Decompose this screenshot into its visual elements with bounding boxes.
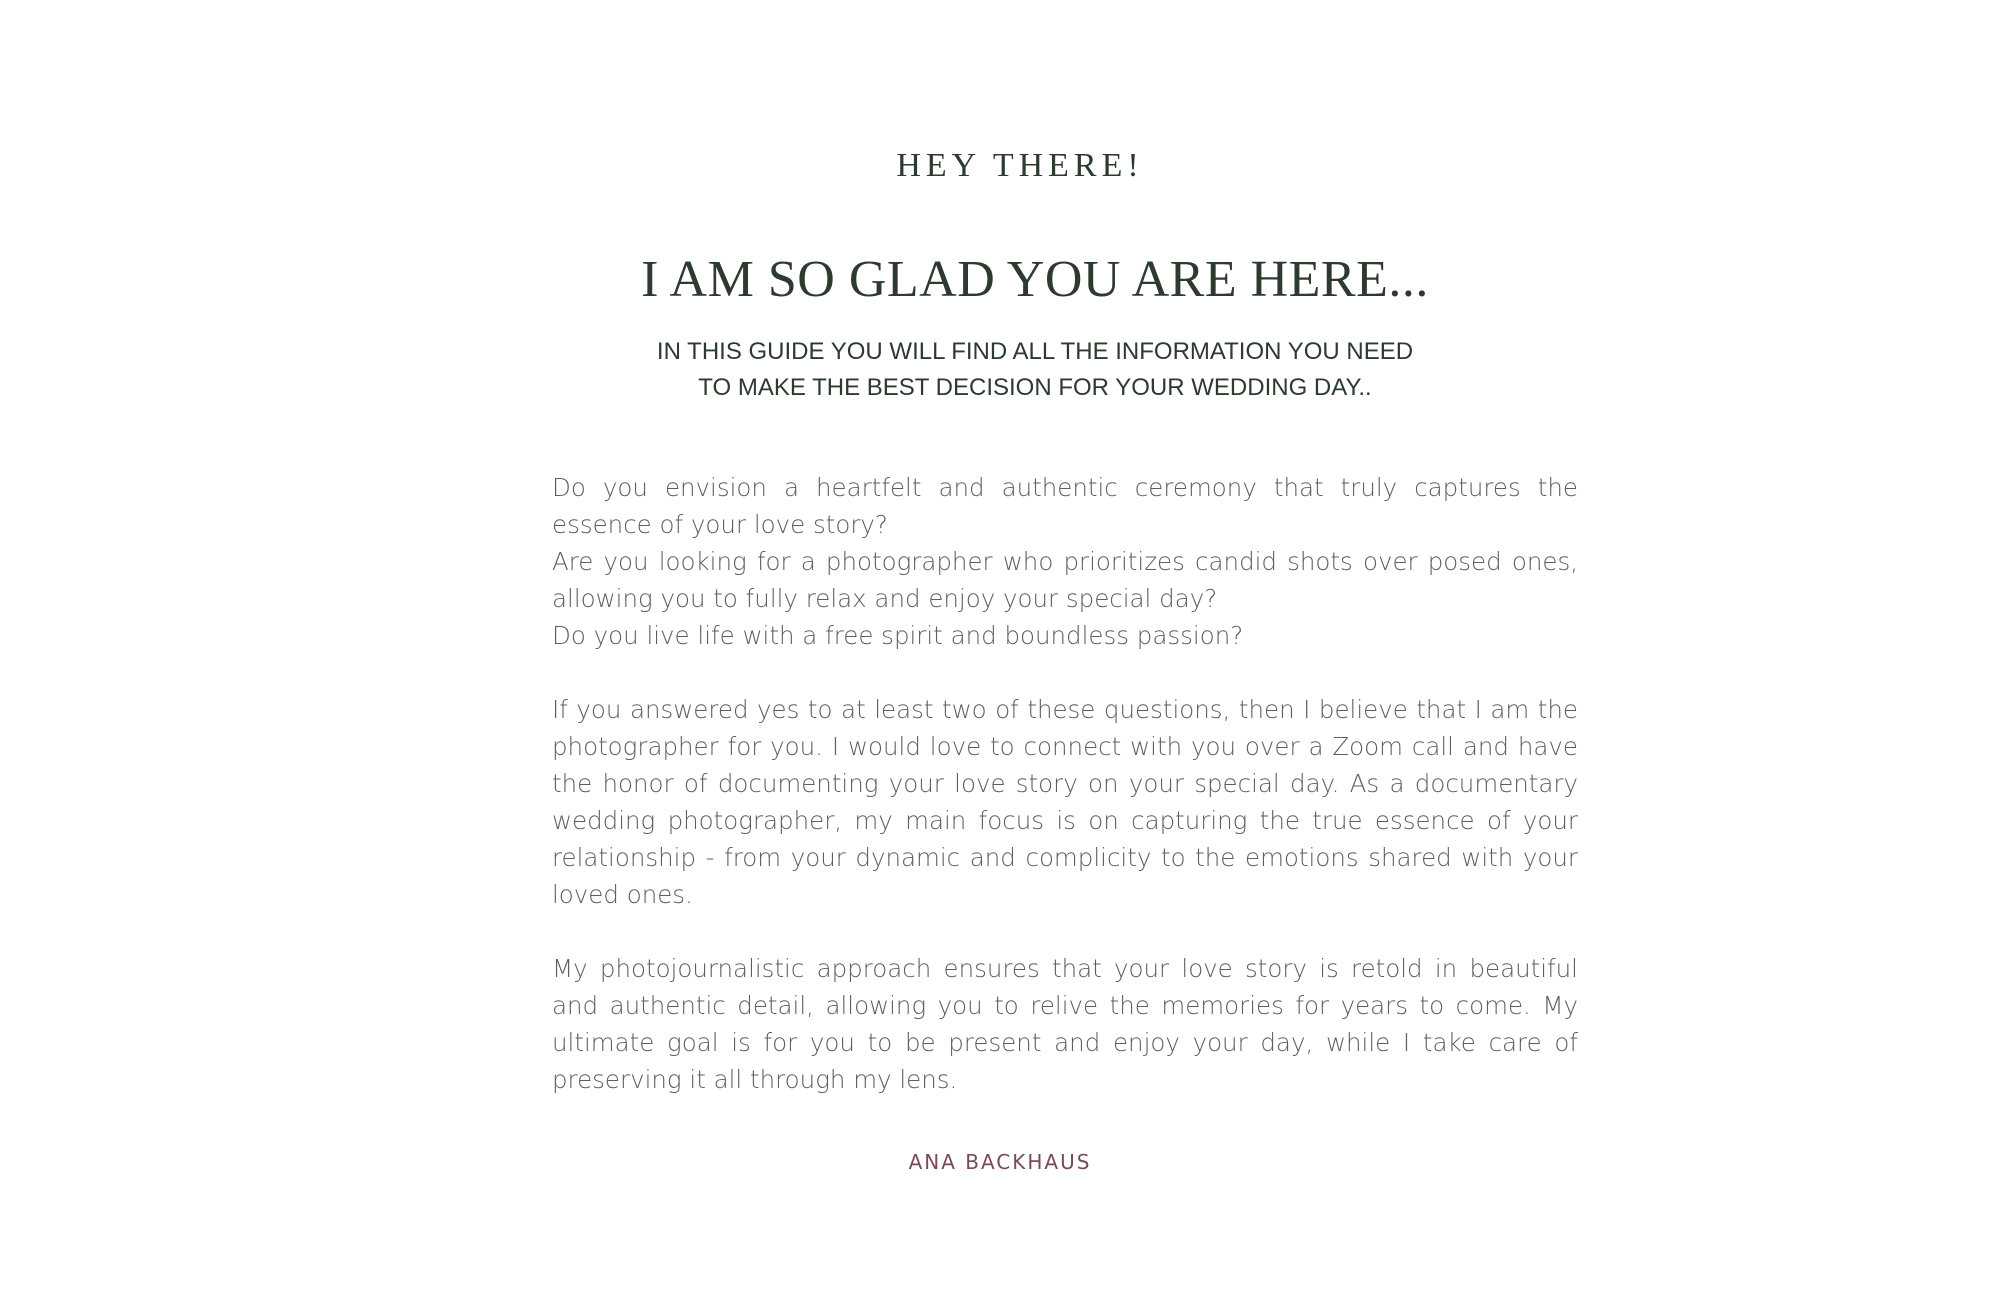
intro-paragraph: If you answered yes to at least two of these questions, then I believe that I am the photographer for you. I would love to connect with you over a Zoom call and have the honor of documenting your love story on your special day. As a documentary wedding photographer, my main focus is on capturing the true essence of your relationship - from your dynamic and complicity to the emotions shared with your loved ones. xyxy=(552,695,1578,909)
body-text xyxy=(552,469,1578,1098)
subtitle xyxy=(0,334,2000,406)
signature: ANA BACKHAUS xyxy=(908,1150,1092,1174)
subtitle-line-1: IN THIS GUIDE YOU WILL FIND ALL THE INFORMATION YOU NEED xyxy=(656,338,1414,365)
subtitle-line-2: TO MAKE THE BEST DECISION FOR YOUR WEDDING DAY.. xyxy=(698,374,1372,401)
question-1: Do you envision a heartfelt and authentic ceremony that truly captures the essence of your love story? xyxy=(552,473,1578,539)
question-2: Are you looking for a photographer who prioritizes candid shots over posed ones, allowing you to fully relax and enjoy your special day? xyxy=(552,547,1578,613)
question-3: Do you live life with a free spirit and boundless passion? xyxy=(552,621,1244,650)
approach-paragraph: My photojournalistic approach ensures that your love story is retold in beautiful and authentic detail, allowing you to relive the memories for years to come. My ultimate goal is for you to be present and enjoy your day, while I take care of preserving it all through my lens. xyxy=(552,954,1578,1094)
page-title: I AM SO GLAD YOU ARE HERE... xyxy=(641,251,1429,308)
greeting-heading: HEY THERE! xyxy=(896,147,1144,184)
questions-paragraph xyxy=(552,469,1578,654)
